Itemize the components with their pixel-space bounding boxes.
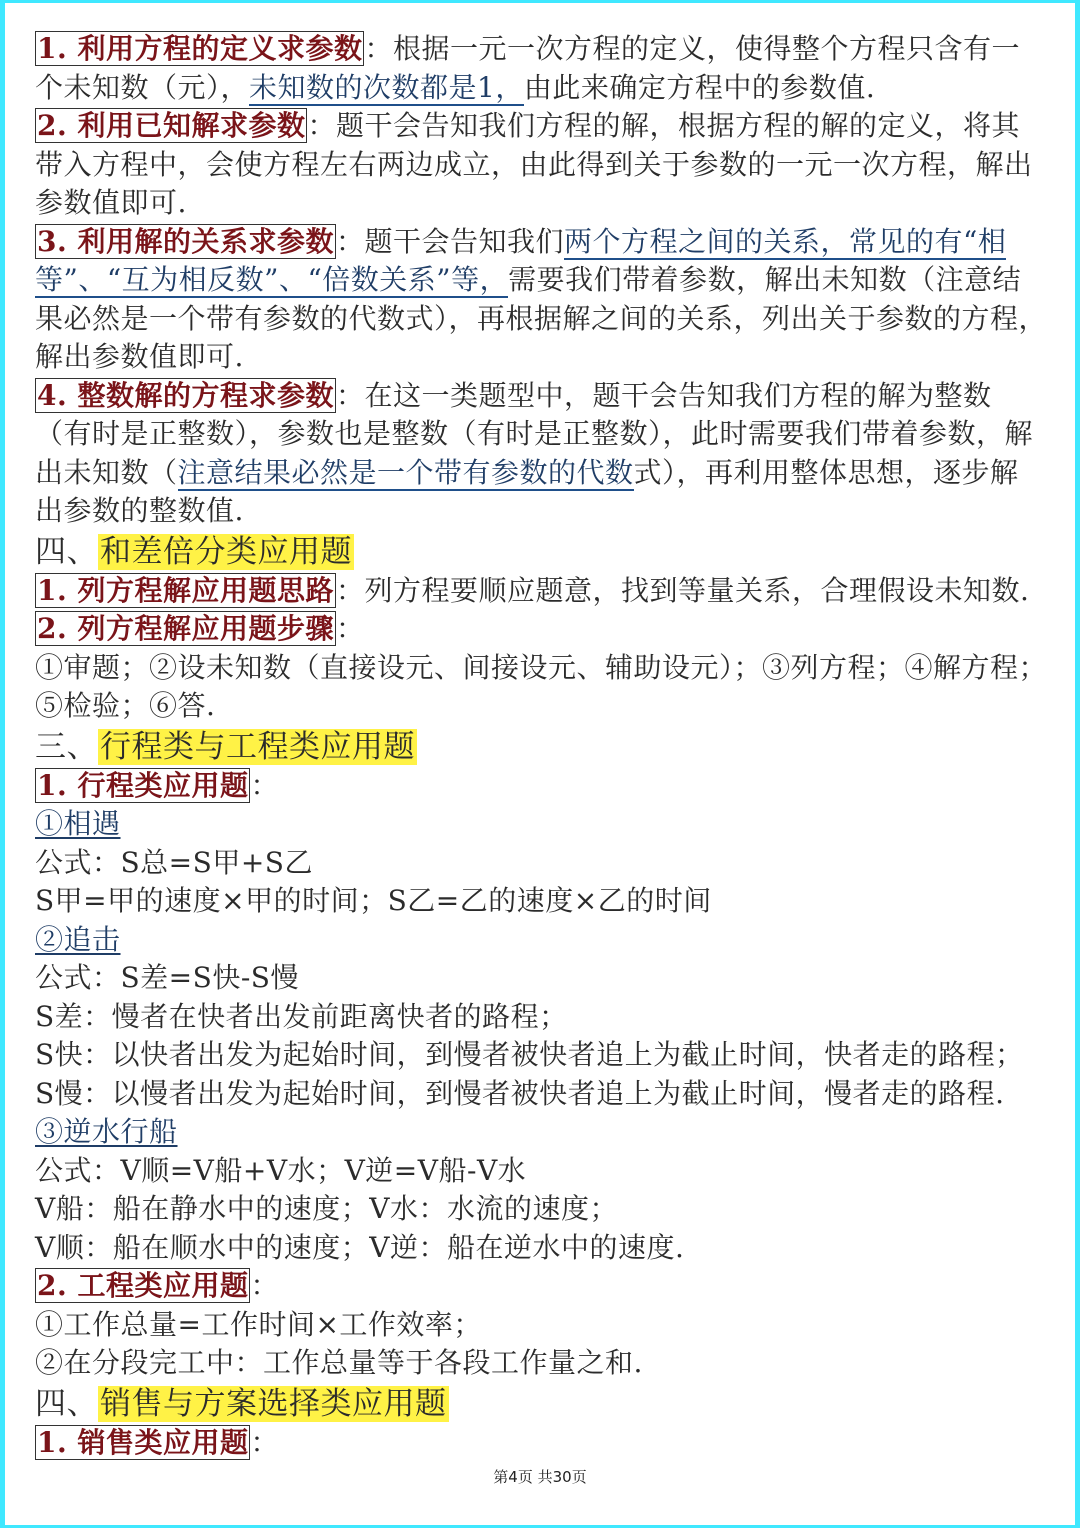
subsection-title <box>35 805 1047 844</box>
method-label: 2. 工程类应用题 <box>37 1269 249 1302</box>
section-heading <box>35 532 1047 572</box>
paragraph-solution-relation-method <box>35 223 1047 377</box>
text-line: S差：慢者在快者出发前距离快者的路程； <box>35 999 568 1033</box>
paragraph-text: ：列方程要顺应题意，找到等量关系，合理假设未知数. <box>335 573 1030 607</box>
heading-number: 四、 <box>35 533 98 570</box>
label-colon: ： <box>250 768 279 802</box>
sales-label-line <box>35 1424 1047 1463</box>
formula-line: 公式：S差=S快-S慢 <box>35 961 299 994</box>
subsection-title-text: ②追击 <box>35 922 121 956</box>
heading-title: 和差倍分类应用题 <box>100 533 352 570</box>
paragraph-steps: ①审题；②设未知数（直接设元、间接设元、辅助设元）；③列方程；④解方程；⑤检验；⑥答. <box>35 650 1048 722</box>
underlined-text: 两个方程之间的关系，常见的有“相等”、“互为相反数”、“倍数关系”等， <box>35 224 1007 296</box>
heading-title: 行程类与工程类应用题 <box>100 728 415 765</box>
method-label: 2. 列方程解应用题步骤 <box>37 612 334 645</box>
page-number: 第4页 共30页 <box>493 1468 587 1486</box>
method-label: 1. 行程类应用题 <box>37 768 249 802</box>
paragraph-text: 由此来确定方程中的参数值. <box>523 70 876 104</box>
heading-number: 四、 <box>35 1385 98 1422</box>
paragraph-text: 式），再利用整体思想，逐步解出参数的整数值. <box>35 455 1019 527</box>
section-heading <box>35 1384 1047 1424</box>
paragraph-known-solution-method <box>35 107 1047 223</box>
text-line: V顺：船在顺水中的速度；V逆：船在逆水中的速度. <box>35 1230 685 1264</box>
method-label: 3. 利用解的关系求参数 <box>37 224 334 258</box>
subsection-title-text: ①相遇 <box>35 807 121 840</box>
heading-number: 三、 <box>35 728 98 765</box>
method-label: 1. 列方程解应用题思路 <box>37 573 334 607</box>
document-page <box>35 30 1047 1462</box>
paragraph-text: 需要我们带着参数，解出未知数（注意结果必然是一个带有参数的代数式），再根据解之间的关系，列出关于参数的方程，解出参数值即可. <box>35 263 1048 373</box>
text-line: ①工作总量=工作时间×工作效率； <box>35 1307 482 1341</box>
section-heading <box>35 727 1047 767</box>
travel-label-line <box>35 767 1047 806</box>
method-label: 1. 利用方程的定义求参数 <box>37 32 363 65</box>
paragraph-text: ：题干会告知我们方程的解，根据方程的解的定义，将其带入方程中，会使方程左右两边成立，由此得到关于参数的一元一次方程，解出参数值即可. <box>35 109 1033 219</box>
text-line: S甲=甲的速度×甲的时间；S乙=乙的速度×乙的时间 <box>35 884 712 917</box>
label-colon: ： <box>250 1269 279 1302</box>
paragraph-text: ：根据一元一次方程的定义，使得整个方程只含有一个未知数（元）， <box>35 32 1020 104</box>
paragraph-integer-solution-method <box>35 377 1047 531</box>
label-colon: ： <box>250 1425 279 1459</box>
text-line: S慢：以慢者出发为起始时间，到慢者被快者追上为截止时间，慢者走的路程. <box>35 1076 1005 1110</box>
underlined-text: 未知数的次数都是1， <box>249 70 524 104</box>
paragraph-steps-label <box>35 610 1047 649</box>
subsection-title <box>35 1113 1047 1152</box>
text-line: V船：船在静水中的速度；V水：水流的速度； <box>35 1192 618 1225</box>
text-line: S快：以快者出发为起始时间，到慢者被快者追上为截止时间，快者走的路程； <box>35 1038 1024 1071</box>
method-label: 1. 销售类应用题 <box>37 1425 249 1459</box>
method-label: 4. 整数解的方程求参数 <box>37 378 334 412</box>
paragraph-approach <box>35 572 1047 611</box>
paragraph-text: ：题干会告知我们 <box>335 224 564 258</box>
heading-title: 销售与方案选择类应用题 <box>100 1385 447 1422</box>
formula-line: 公式：S总=S甲+S乙 <box>35 845 313 879</box>
label-colon: ： <box>335 612 365 645</box>
subsection-title <box>35 921 1047 960</box>
text-line: ②在分段完工中：工作总量等于各段工作量之和. <box>35 1346 643 1379</box>
paragraph-text: ：在这一类题型中，题干会告知我们方程的解为整数（有时是正整数），参数也是整数（有时是正整数），此时需要我们带着参数，解出未知数（ <box>35 378 1034 489</box>
paragraph-definition-method <box>35 30 1047 107</box>
underlined-text: 注意结果必然是一个带有参数的代数 <box>177 455 634 489</box>
formula-line: 公式：V顺=V船+V水；V逆=V船-V水 <box>35 1153 527 1187</box>
subsection-title-text: ③逆水行船 <box>35 1115 178 1148</box>
work-label-line <box>35 1267 1047 1306</box>
method-label: 2. 利用已知解求参数 <box>37 109 306 142</box>
